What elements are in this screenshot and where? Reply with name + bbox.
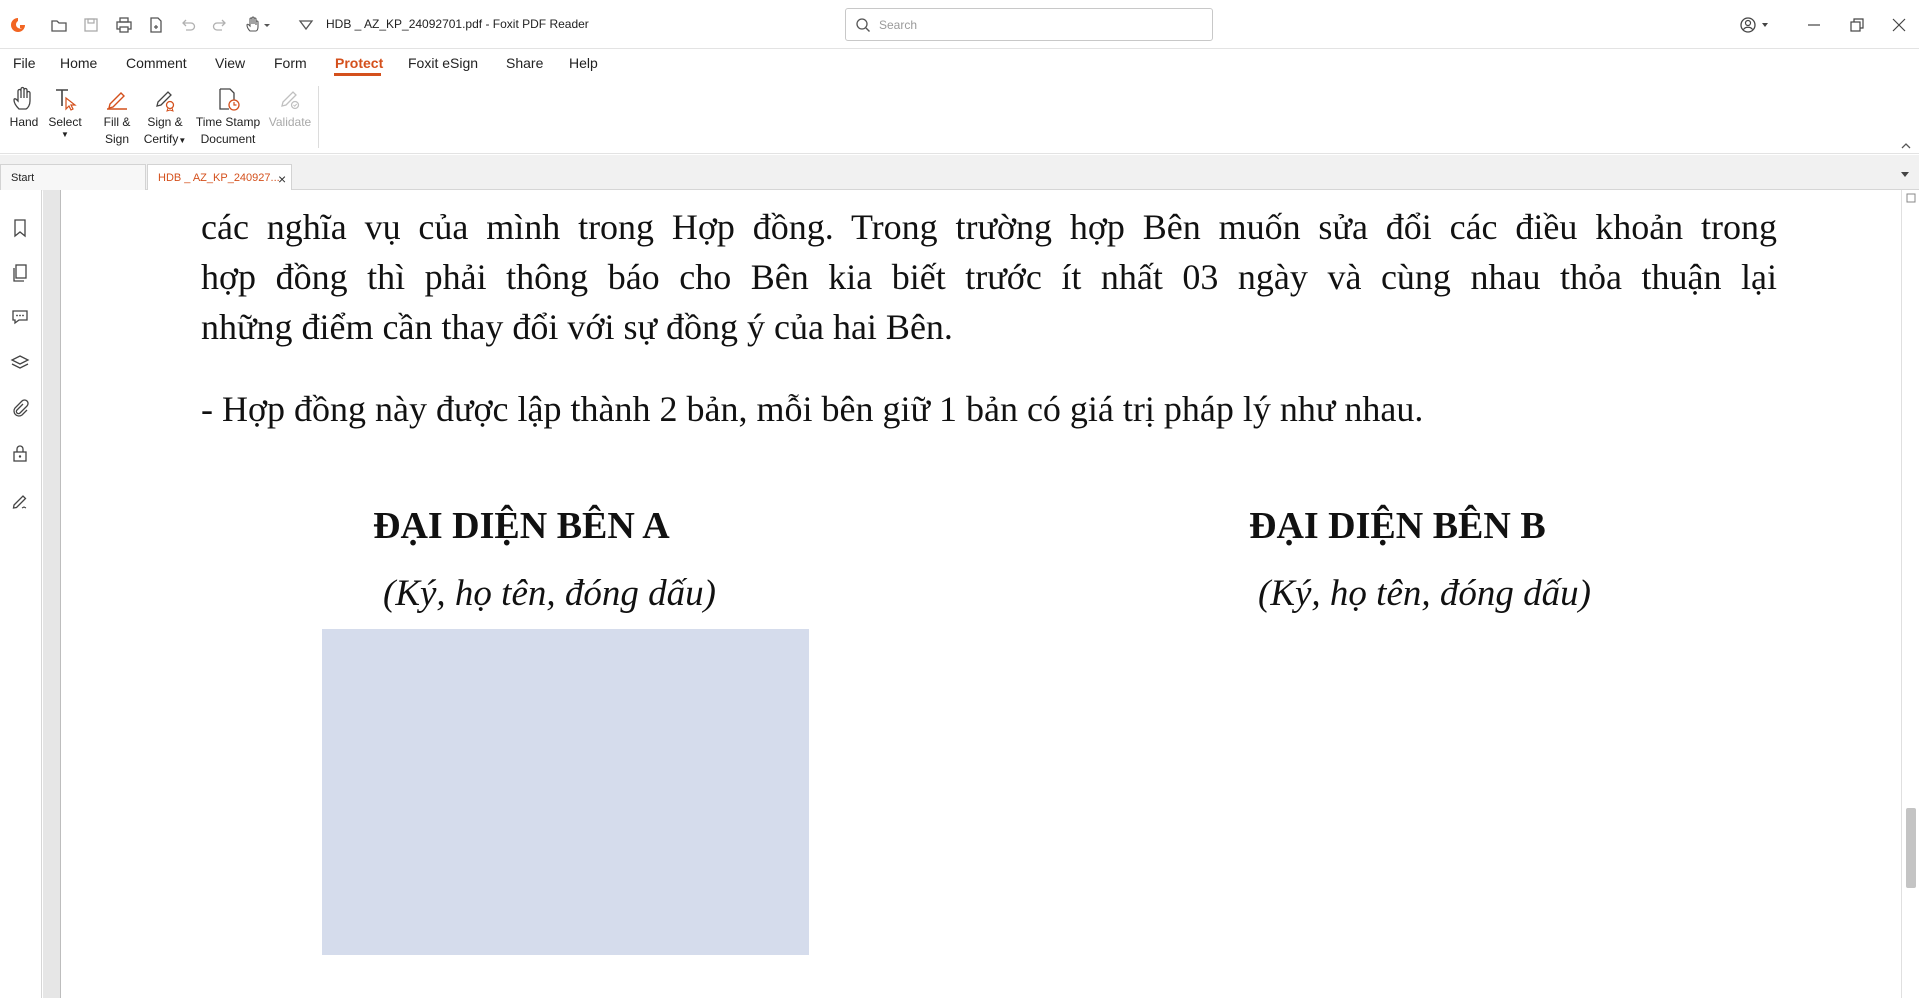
tab-document-label: HDB _ AZ_KP_240927... <box>158 172 280 184</box>
search-box[interactable] <box>845 8 1213 41</box>
fill-sign-button[interactable] <box>98 84 136 148</box>
party-a-subtitle: (Ký, họ tên, đóng dấu) <box>383 573 716 614</box>
sign-certify-icon <box>141 84 189 114</box>
comments-icon[interactable] <box>9 306 31 328</box>
time-stamp-label-1: Time Stamp <box>195 115 261 129</box>
hand-icon <box>6 84 42 114</box>
layers-icon[interactable] <box>9 352 31 374</box>
user-account-icon <box>1740 17 1772 33</box>
save-icon[interactable] <box>80 14 102 36</box>
menu-share[interactable]: Share <box>506 55 544 71</box>
restore-icon[interactable] <box>1844 12 1870 38</box>
fill-sign-label-1: Fill & <box>103 115 131 129</box>
new-document-icon[interactable] <box>145 14 167 36</box>
menu-file[interactable]: File <box>13 55 36 71</box>
scroll-up-icon[interactable] <box>1906 193 1916 203</box>
party-a-title: ĐẠI DIỆN BÊN A <box>373 505 670 547</box>
close-tab-icon[interactable]: × <box>278 171 287 187</box>
undo-icon[interactable] <box>177 14 199 36</box>
customize-toolbar-icon[interactable] <box>295 14 317 36</box>
security-lock-icon[interactable] <box>9 442 31 464</box>
search-icon <box>855 17 871 33</box>
select-dropdown-icon[interactable]: ▼ <box>61 130 69 139</box>
tab-document[interactable] <box>147 164 292 191</box>
tab-start[interactable] <box>0 164 146 191</box>
account-menu[interactable] <box>1738 12 1774 38</box>
menu-view[interactable]: View <box>215 55 246 71</box>
party-b-subtitle: (Ký, họ tên, đóng dấu) <box>1258 573 1591 614</box>
redo-icon[interactable] <box>209 14 231 36</box>
window-title: HDB _ AZ_KP_24092701.pdf - Foxit PDF Reader <box>326 17 589 31</box>
attachment-icon[interactable] <box>9 397 31 419</box>
hand-tool-icon[interactable] <box>242 14 274 36</box>
document-line: hợp đồng thì phải thông báo cho Bên kia biết trước ít nhất 03 ngày và cùng nhau thỏa thuận lại <box>201 257 1777 297</box>
menu-protect[interactable]: Protect <box>335 55 384 71</box>
menu-home[interactable]: Home <box>60 55 98 71</box>
signature-field[interactable] <box>322 629 809 955</box>
sign-certify-button[interactable] <box>141 84 189 149</box>
menu-help[interactable]: Help <box>569 55 598 71</box>
bookmark-icon[interactable] <box>9 217 31 239</box>
time-stamp-icon <box>194 84 262 114</box>
menu-form[interactable]: Form <box>274 55 307 71</box>
menu-comment[interactable]: Comment <box>126 55 187 71</box>
vertical-scrollbar[interactable] <box>1901 190 1919 998</box>
validate-button[interactable] <box>265 84 315 131</box>
sign-certify-dropdown-icon[interactable]: ▼ <box>178 136 187 145</box>
time-stamp-label-2: Document <box>200 132 256 146</box>
document-line: những điểm cần thay đổi với sự đồng ý của hai Bên. <box>201 307 953 347</box>
document-viewer[interactable] <box>43 190 1901 998</box>
open-folder-icon[interactable] <box>48 14 70 36</box>
fill-sign-label-2: Sign <box>104 132 130 146</box>
hand-tool-button[interactable] <box>6 84 42 131</box>
tab-start-label: Start <box>11 172 35 184</box>
sign-certify-label-2-text: Certify <box>143 132 179 146</box>
document-line: - Hợp đồng này được lập thành 2 bản, mỗi bên giữ 1 bản có giá trị pháp lý như nhau. <box>201 389 1424 429</box>
active-menu-indicator <box>334 73 381 76</box>
signatures-icon[interactable] <box>9 490 31 512</box>
select-text-icon <box>47 84 83 114</box>
fill-sign-icon <box>98 84 136 114</box>
party-b-title: ĐẠI DIỆN BÊN B <box>1249 505 1546 547</box>
ribbon-separator <box>318 86 319 148</box>
minimize-icon[interactable] <box>1801 12 1827 38</box>
left-navigation-panel <box>0 190 42 998</box>
document-tab-bar <box>0 155 1919 190</box>
print-icon[interactable] <box>113 14 135 36</box>
search-input[interactable] <box>879 15 1199 35</box>
menu-foxit-esign[interactable]: Foxit eSign <box>408 55 479 71</box>
close-window-icon[interactable] <box>1886 12 1912 38</box>
title-bar <box>0 0 1919 49</box>
select-tool-button[interactable] <box>47 84 83 139</box>
tab-list-dropdown-icon[interactable] <box>1900 169 1910 179</box>
validate-label: Validate <box>268 115 312 129</box>
validate-icon <box>265 84 315 114</box>
hand-label: Hand <box>9 115 39 129</box>
pdf-page <box>60 190 1901 998</box>
foxit-logo-icon[interactable] <box>7 14 29 36</box>
sign-certify-label-1: Sign & <box>147 115 183 129</box>
menu-bar <box>0 50 1919 78</box>
time-stamp-button[interactable] <box>194 84 262 148</box>
page-thumbnails-icon[interactable] <box>9 262 31 284</box>
document-line: các nghĩa vụ của mình trong Hợp đồng. Trong trường hợp Bên muốn sửa đổi các điều khoản trong <box>201 207 1777 247</box>
collapse-ribbon-icon[interactable] <box>1900 140 1912 152</box>
ribbon <box>0 78 1919 154</box>
scrollbar-thumb[interactable] <box>1906 808 1916 888</box>
sign-certify-label-2 <box>141 131 189 149</box>
select-label: Select <box>48 115 82 129</box>
